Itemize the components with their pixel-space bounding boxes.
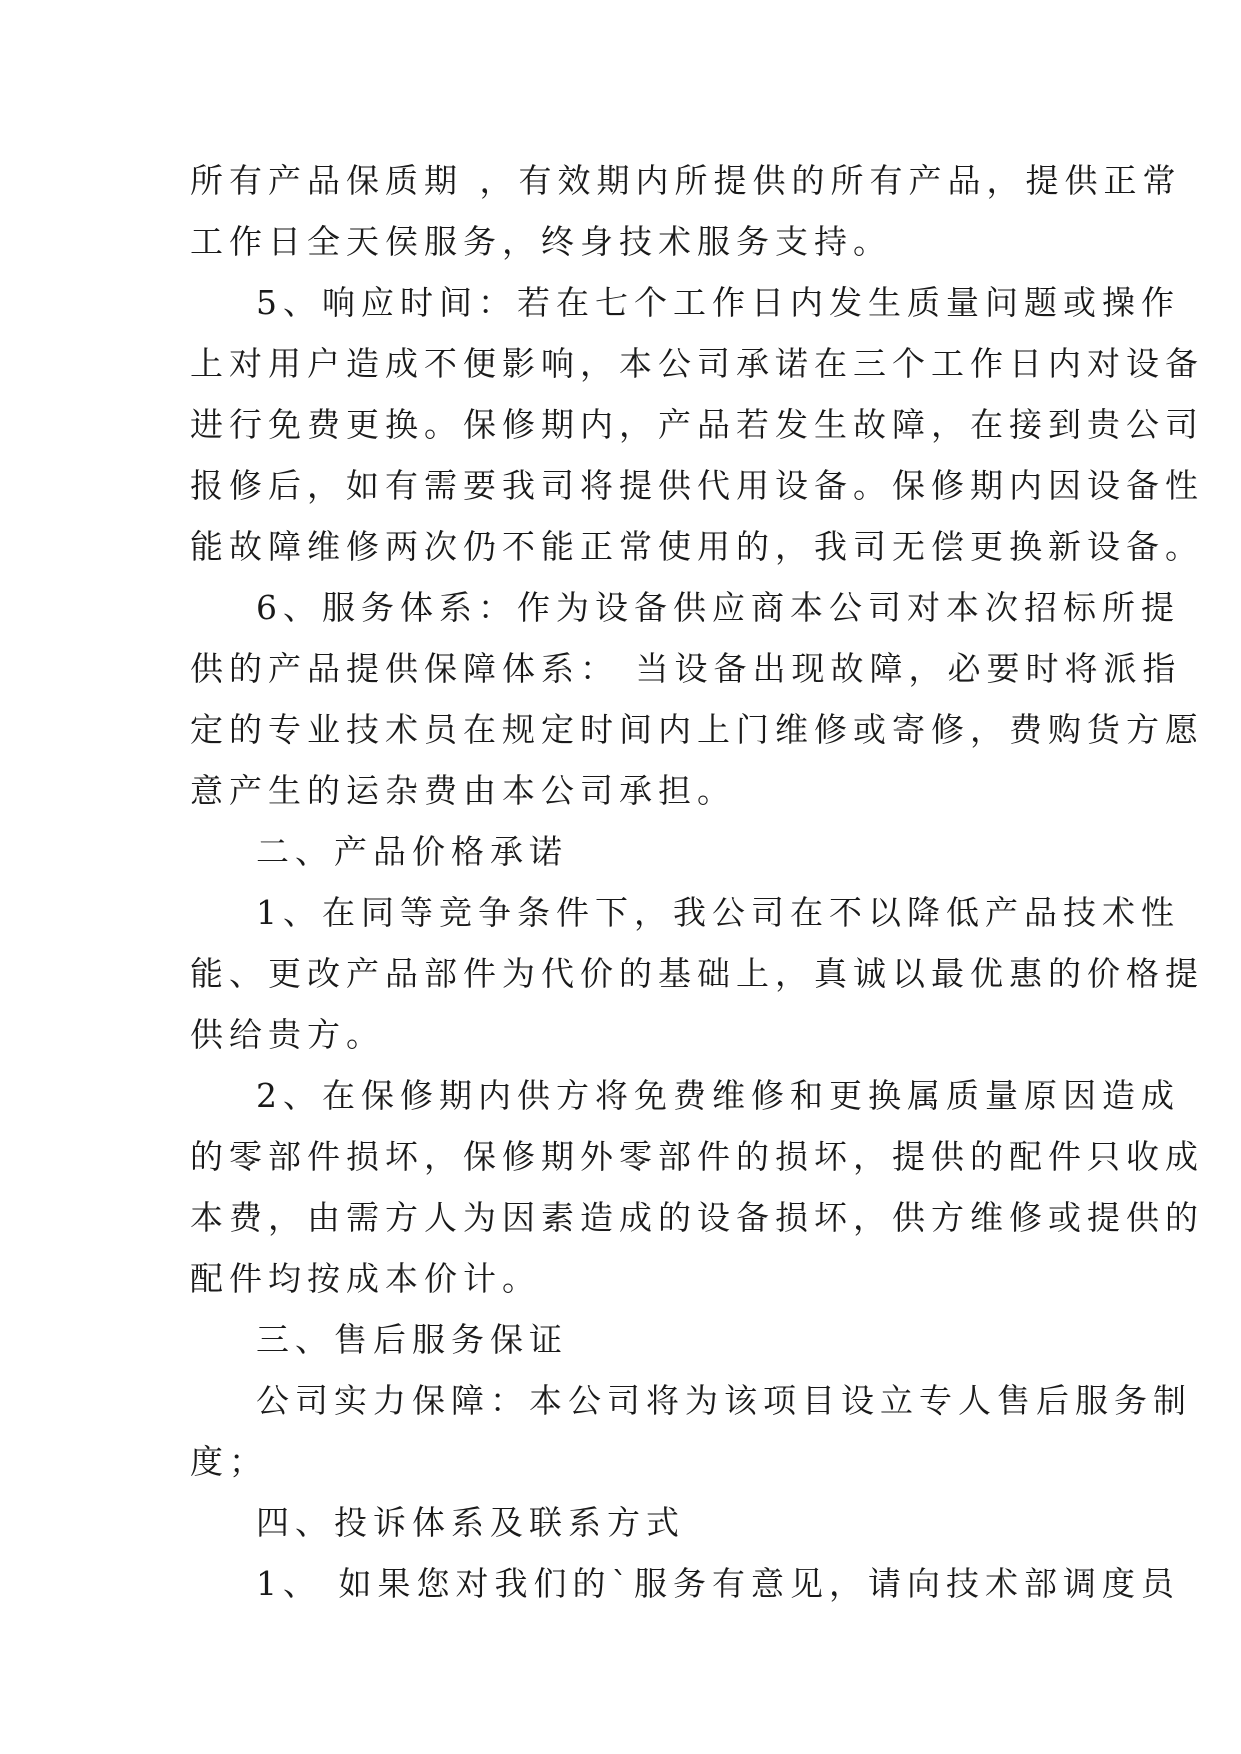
document-line: 5、响应时间：若在七个工作日内发生质量问题或操作: [256, 283, 1180, 322]
document-line: 二、产品价格承诺: [256, 832, 568, 871]
document-line: 供给贵方。: [190, 1015, 385, 1054]
document-line: 1、 如果您对我们的`服务有意见，请向技术部调度员: [256, 1564, 1180, 1603]
document-line: 四、投诉体系及联系方式: [256, 1503, 685, 1542]
document-line: 公司实力保障：本公司将为该项目设立专人售后服务制: [256, 1381, 1192, 1420]
document-line: 1、在同等竞争条件下，我公司在不以降低产品技术性: [256, 893, 1180, 932]
document-line: 供的产品提供保障体系： 当设备出现故障，必要时将派指: [190, 649, 1182, 688]
document-line: 2、在保修期内供方将免费维修和更换属质量原因造成: [256, 1076, 1180, 1115]
document-line: 本费，由需方人为因素造成的设备损坏，供方维修或提供的: [190, 1198, 1204, 1237]
document-line: 度；: [190, 1442, 268, 1481]
document-line: 意产生的运杂费由本公司承担。: [190, 771, 736, 810]
document-line: 报修后，如有需要我司将提供代用设备。保修期内因设备性: [190, 466, 1204, 505]
document-line: 能故障维修两次仍不能正常使用的，我司无偿更换新设备。: [190, 527, 1204, 566]
document-line: 三、售后服务保证: [256, 1320, 568, 1359]
document-line: 定的专业技术员在规定时间内上门维修或寄修，费购货方愿: [190, 710, 1204, 749]
document-line: 工作日全天侯服务，终身技术服务支持。: [190, 222, 892, 261]
document-line: 的零部件损坏，保修期外零部件的损坏，提供的配件只收成: [190, 1137, 1204, 1176]
document-line: 进行免费更换。保修期内，产品若发生故障，在接到贵公司: [190, 405, 1204, 444]
document-line: 上对用户造成不便影响，本公司承诺在三个工作日内对设备: [190, 344, 1204, 383]
document-line: 所有产品保质期 ，有效期内所提供的所有产品，提供正常: [190, 161, 1182, 200]
document-line: 能、更改产品部件为代价的基础上，真诚以最优惠的价格提: [190, 954, 1204, 993]
document-body: [190, 150, 1204, 1614]
document-line: 6、服务体系：作为设备供应商本公司对本次招标所提: [256, 588, 1180, 627]
document-line: 配件均按成本价计。: [190, 1259, 541, 1298]
